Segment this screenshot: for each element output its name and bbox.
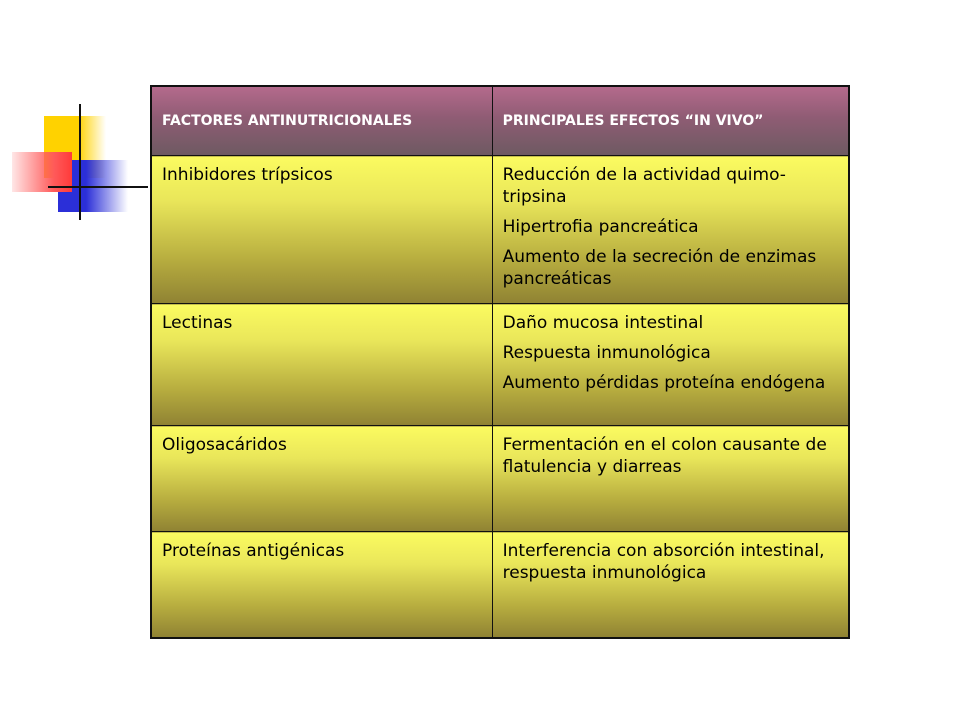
effect-item: Respuesta inmunológica [502, 343, 711, 363]
effects-cell [492, 156, 849, 304]
factor-cell: Proteínas antigénicas [151, 532, 492, 638]
logo-horizontal-line [48, 186, 148, 188]
logo-vertical-line [79, 104, 81, 220]
antinutritional-factors-table [150, 85, 850, 639]
effect-item: Interferencia con absorción intestinal, respuesta inmunológica [502, 541, 825, 583]
factor-cell: Lectinas [151, 304, 492, 426]
effects-cell [492, 532, 849, 638]
table-row [151, 156, 849, 304]
header-effects: PRINCIPALES EFECTOS “IN VIVO” [492, 86, 849, 156]
header-factors: FACTORES ANTINUTRICIONALES [151, 86, 492, 156]
effect-item: Daño mucosa intestinal [502, 313, 704, 333]
table-row [151, 426, 849, 532]
table-row [151, 304, 849, 426]
table-row [151, 532, 849, 638]
effect-item: Fermentación en el colon causante de flatulencia y diarreas [502, 435, 827, 477]
effect-item: Reducción de la actividad quimo-tripsina [502, 165, 786, 207]
table-header-row [151, 86, 849, 156]
effect-item: Aumento pérdidas proteína endógena [502, 373, 826, 393]
effects-cell [492, 304, 849, 426]
factor-cell: Inhibidores trípsicos [151, 156, 492, 304]
factor-cell: Oligosacáridos [151, 426, 492, 532]
effects-cell [492, 426, 849, 532]
effect-item: Hipertrofia pancreática [502, 217, 699, 237]
effect-item: Aumento de la secreción de enzimas pancreáticas [502, 247, 817, 289]
